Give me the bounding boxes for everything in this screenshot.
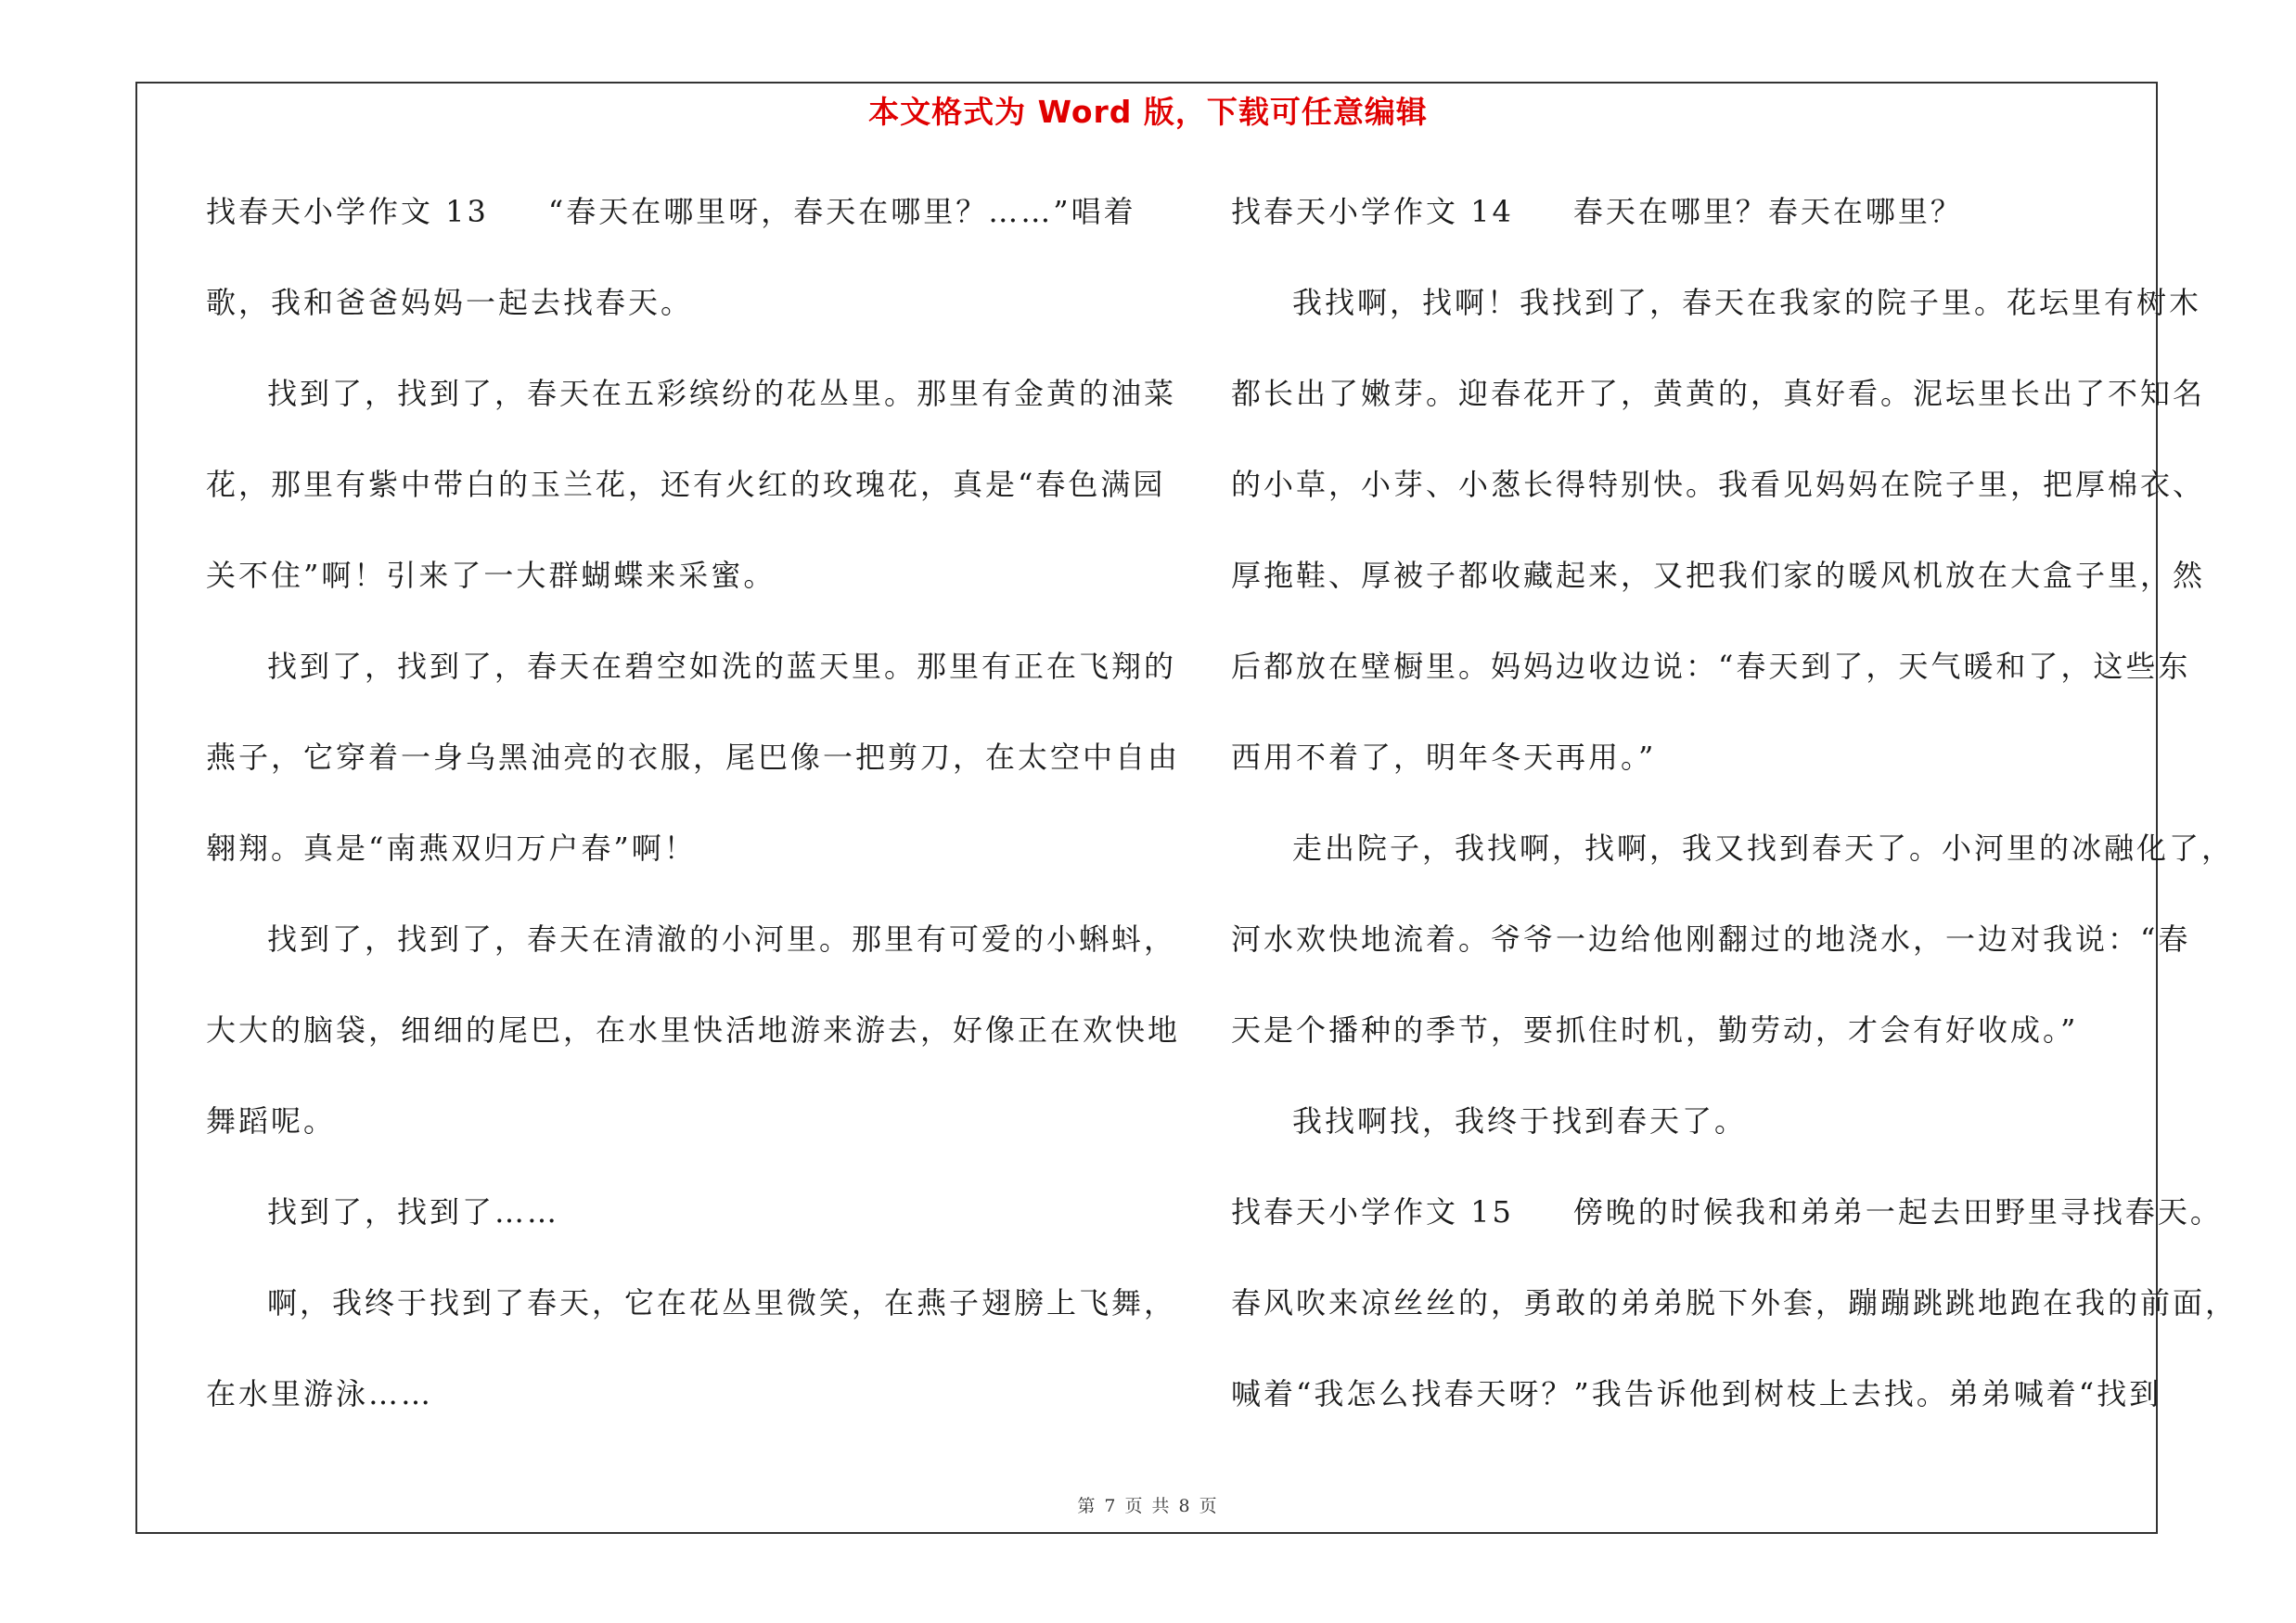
- text-line: 啊，我终于找到了春天，它在花丛里微笑，在燕子翅膀上飞舞，: [267, 1285, 1177, 1320]
- text-line: 都长出了嫩芽。迎春花开了，黄黄的，真好看。泥坛里长出了不知名: [1231, 376, 2206, 411]
- essay14-header-line: [1231, 184, 2159, 275]
- right-column: [1231, 184, 2238, 1457]
- text-line: 的小草，小芽、小葱长得特别快。我看见妈妈在院子里，把厚棉衣、: [1231, 467, 2206, 502]
- page-number: 第 7 页 共 8 页: [1077, 1496, 1219, 1516]
- text-line: 走出院子，我找啊，找啊，我又找到春天了。小河里的冰融化了，: [1292, 831, 2235, 866]
- text-line: 天是个播种的季节，要抓住时机，勤劳动，才会有好收成。”: [1231, 1012, 2079, 1048]
- text-line: 在水里游泳……: [206, 1376, 434, 1411]
- text-line: 找到了，找到了，春天在五彩缤纷的花丛里。那里有金黄的油菜: [267, 376, 1177, 411]
- text-line: 我找啊，找啊！我找到了，春天在我家的院子里。花坛里有树木: [1292, 285, 2202, 320]
- essay13-header-line: [206, 184, 1135, 275]
- text-line: 翱翔。真是“南燕双归万户春”啊！: [206, 831, 697, 866]
- text-line: 找到了，找到了，春天在清澈的小河里。那里有可爱的小蝌蚪，: [267, 921, 1177, 957]
- essay14-opening: 春天在哪里？春天在哪里？: [1572, 194, 1963, 229]
- text-line: 后都放在壁橱里。妈妈边收边说：“春天到了，天气暖和了，这些东: [1231, 649, 2191, 684]
- text-line: 找到了，找到了，春天在碧空如洗的蓝天里。那里有正在飞翔的: [267, 649, 1177, 684]
- text-line: 春风吹来凉丝丝的，勇敢的弟弟脱下外套，蹦蹦跳跳地跑在我的前面，: [1231, 1285, 2238, 1320]
- text-line: 燕子，它穿着一身乌黑油亮的衣服，尾巴像一把剪刀，在太空中自由: [206, 740, 1181, 775]
- text-line: 歌，我和爸爸妈妈一起去找春天。: [206, 285, 694, 320]
- text-line: 河水欢快地流着。爷爷一边给他刚翻过的地浇水，一边对我说：“春: [1231, 921, 2191, 957]
- text-line: 舞蹈呢。: [206, 1103, 337, 1139]
- text-line: 厚拖鞋、厚被子都收藏起来，又把我们家的暖风机放在大盒子里，然: [1231, 558, 2206, 593]
- text-line: 关不住”啊！引来了一大群蝴蝶来采蜜。: [206, 558, 776, 593]
- essay13-title: 找春天小学作文 13: [206, 194, 489, 229]
- text-line: 找到了，找到了……: [267, 1194, 560, 1230]
- essay15-title: 找春天小学作文 15: [1231, 1194, 1514, 1230]
- format-banner: 本文格式为 Word 版，下载可任意编辑: [868, 94, 1428, 130]
- text-line: 西用不着了，明年冬天再用。”: [1231, 740, 1657, 775]
- essay15-opening: 傍晚的时候我和弟弟一起去田野里寻找春天。: [1572, 1194, 2223, 1230]
- essay13-opening: “春天在哪里呀，春天在哪里？……”唱着: [547, 194, 1136, 229]
- text-line: 花，那里有紫中带白的玉兰花，还有火红的玫瑰花，真是“春色满园: [206, 467, 1166, 502]
- text-line: 喊着“我怎么找春天呀？”我告诉他到树枝上去找。弟弟喊着“找到: [1231, 1376, 2162, 1411]
- essay14-title: 找春天小学作文 14: [1231, 194, 1514, 229]
- text-line: 我找啊找，我终于找到春天了。: [1292, 1103, 1748, 1139]
- left-column: [206, 184, 1181, 1457]
- text-line: 大大的脑袋，细细的尾巴，在水里快活地游来游去，好像正在欢快地: [206, 1012, 1181, 1048]
- essay15-header-line: [1231, 1184, 2223, 1275]
